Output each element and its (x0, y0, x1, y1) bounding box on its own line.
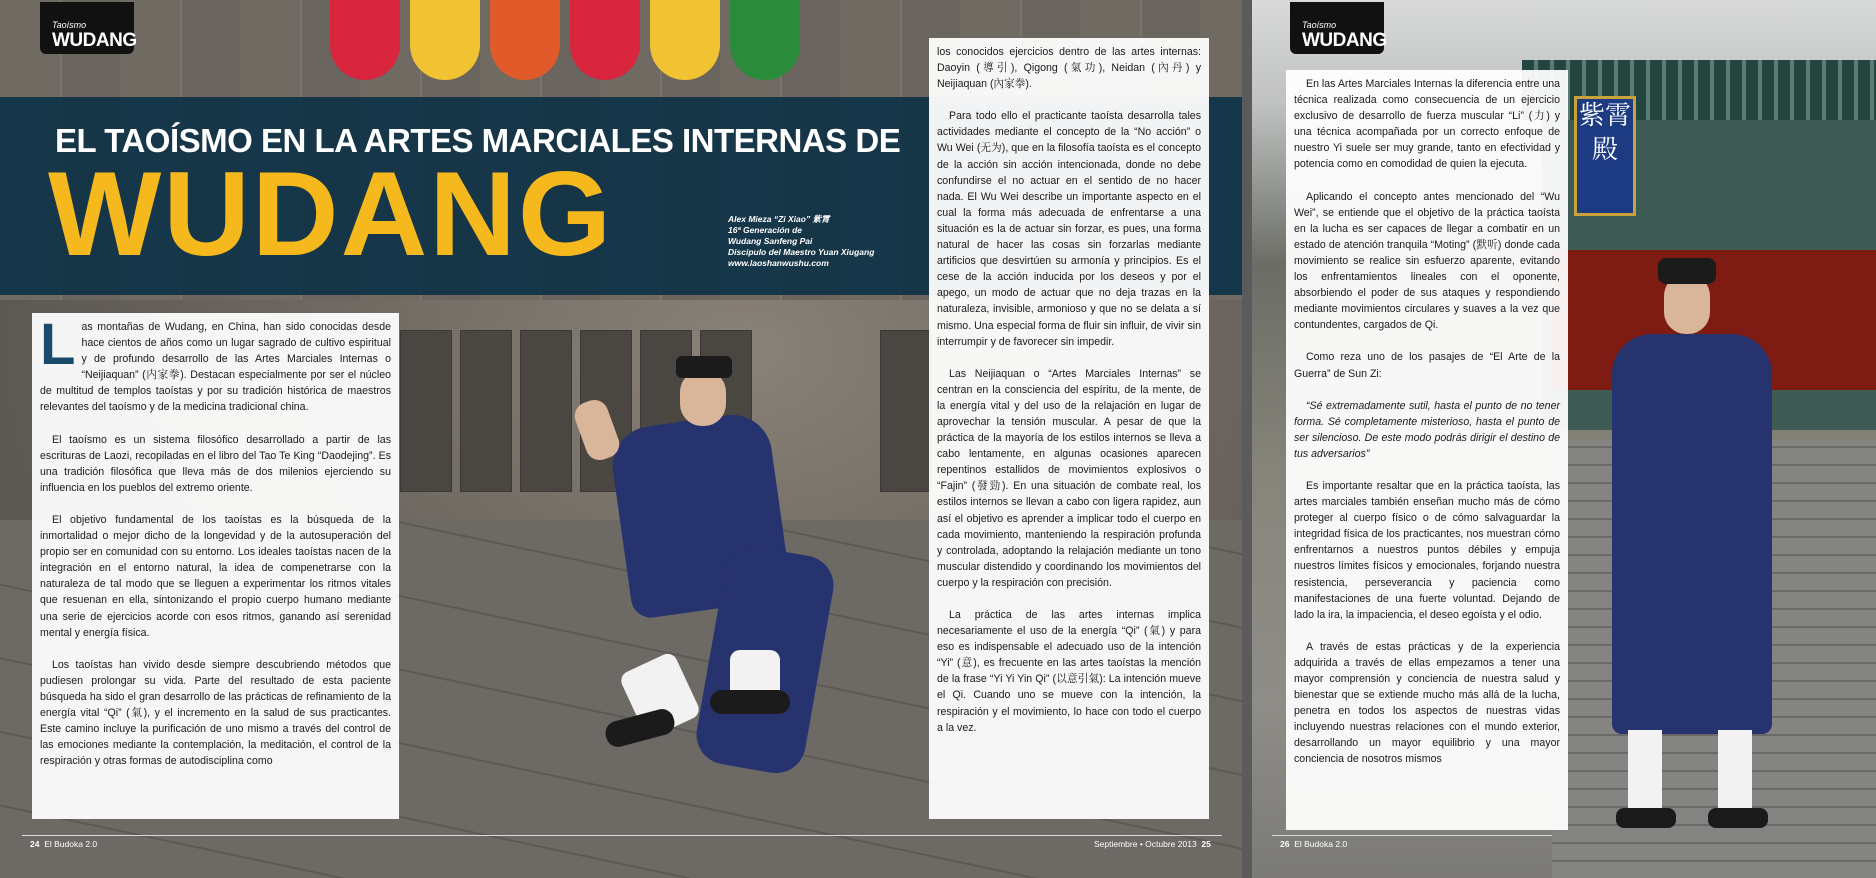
festive-flags (330, 0, 930, 100)
credit-website: www.laoshanwushu.com (728, 258, 829, 268)
credit-generation: 16ª Generación de (728, 225, 803, 235)
page-26 (1252, 0, 1876, 878)
text-column-2 (929, 38, 1209, 819)
paragraph: Para todo ello el practicante taoísta desarrolla tales actividades mediante el concepto de la “No acción” o Wu Wei (无为), que en la filosofía taoísta es el concepto de la acción sin acción intencionada, donde no debe confundirse el no actuar en el sentido de no hacer nada. El Wu Wei describe un importante aspecto en el cual la forma más adecuada de enfrentarse a una situación es la de actuar sin forzar, es pues, una forma natural de hacer las cosas sin forzarlas mediante artificios que desvirtúen su armonía y principios. Es el cese de la acción inducida por los deseos y por el apego, un modo de actuar que no deja trazas en la naturaleza, invisible, armonioso y que no se delata a sí mismo. Una especial forma de fluir sin influir, de vivir sin interrumpir y de favorecer sin impedir. (937, 110, 1201, 348)
paragraph: Los taoístas han vivido desde siempre descubriendo métodos que pudiesen prolongar su vida. Parte del resultado de esta paciente búsqueda ha sido el gran desarrollo de las prácticas de refinamiento de la energía vital “Qi” (氣), y el incremento en la salud de sus practicantes. Este camino incluye la purificación de uno mismo a través del control de las emociones mediante la contemplación, la meditación, el control de la respiración y otras formas de autodisciplina como (40, 658, 391, 768)
page-number: 25 (1201, 839, 1211, 849)
stone-stele (400, 330, 452, 492)
logo-brand: WUDANG (1302, 30, 1387, 51)
logo-section: Taoísmo (52, 20, 87, 30)
drop-cap: L (40, 312, 76, 377)
magazine-name: El Budoka 2.0 (44, 839, 98, 849)
paragraph: Las Neijiaquan o “Artes Marciales Internas” se centran en la consciencia del espíritu, de la mente, de la energía vital y del uso de la relajación en lugar de aprovechar la tensión muscular. A pesar de que la práctica de la mayoría de los estilos internos se lleva a cabo lentamente, en algunas ocasiones aparecen repentinos estallidos de movimientos explosivos o “Fajin” (發勁). En una situación de combate real, los estilos internos se llevan a cabo con ligera rapidez, aun así el objetivo es aprender a implicar todo el cuerpo en cada movimiento, manteniendo la respiración profunda y controlada, adoptando la relajación mediante un tono muscular distendido y coordinando los movimientos del cuerpo y la respiración con precisión. (937, 367, 1201, 589)
paragraph: La práctica de las artes internas implica necesariamente el uso de la energía “Qi” (氣) y para eso es indispensable el adecuado uso de la intención “Yi” (意), es frecuente en las artes taoístas la mención de la frase “Yi Yi Yin Qi” (以意引氣): La intención mueve el Qi. Cuando uno se mueve con la intención, la respiración y el movimiento, lo hace con todo el cuerpo a la vez. (937, 609, 1201, 734)
page-number: 24 (30, 839, 40, 849)
section-logo (40, 2, 137, 54)
section-logo (1290, 2, 1387, 54)
credit-disciple: Discipulo del Maestro Yuan Xiugang (728, 247, 875, 257)
paragraph: Es importante resaltar que en la práctica taoísta, las artes marciales también enseñan mucho más de cómo proteger al cuerpo físico o de cómo salvaguardar la integridad física de los practicantes, nos muestran cómo enfrentarnos a nuestros puntos débiles y empuja nuestros límites físicos y emocionales, forjando nuestra resistencia, perseverancia y paciencia como manifestaciones de una fuerte voluntad. Dejando de lado la ira, la impaciencia, el deseo egoísta y el odio. (1294, 479, 1560, 621)
author-credit (728, 214, 874, 269)
credit-school: Wudang Sanfeng Pai (728, 236, 813, 246)
headline-title: WUDANG (48, 147, 614, 281)
logo-section: Taoísmo (1302, 20, 1337, 30)
footer-right (1094, 839, 1211, 849)
headline-kicker: EL TAOÍSMO EN LA ARTES MARCIALES INTERNAS DE (55, 122, 901, 159)
paragraph: A través de estas prácticas y de la experiencia adquirida a través de ellas empezamos a tener una mayor comprensión y conciencia de nuestra salud y bienestar que se extiende mucho más allá de la lucha, penetra en todos los aspectos de nuestras vidas incluyendo nuestras relaciones con el mundo exterior, desarrollando un mayor equilibrio y una mayor conciencia de nosotros mismos (1294, 640, 1560, 766)
issue-date: Septiembre • Octubre 2013 (1094, 839, 1197, 849)
paragraph: Como reza uno de los pasajes de “El Arte de la Guerra” de Sun Zi: (1294, 351, 1560, 380)
page-number: 26 (1280, 839, 1290, 849)
footer-left (30, 839, 97, 849)
paragraph: Aplicando el concepto antes mencionado del “Wu Wei”, se entiende que el objetivo de la práctica taoísta en la lucha es ser capaces de llegar a combatir en un estado de atención tranquila “Moting” (默听) donde cada movimiento se realice sin esfuerzo aparente, evitando los enfrentamientos lineales con el oponente, absorbiendo el poder de sus ataques y respondiendo mediante movimientos circulares y suaves a la vez que contundentes, cargados de Qi. (1294, 190, 1560, 332)
footer-page26 (1280, 839, 1347, 849)
logo-brand: WUDANG (52, 30, 137, 51)
standing-monk-photo (1592, 250, 1792, 840)
martial-artist-photo (560, 350, 880, 770)
paragraph: El objetivo fundamental de los taoístas es la búsqueda de la inmortalidad o mejor dicho de la longevidad y de la autosuperación del propio ser en comunidad con su entorno. Los ideales taoístas nacen de la integración en el entorno natural, la idea de compenetrarse con la naturaleza de tal modo que se lleguen a experimentar los ritmos vitales que resuenan en ella, sintonizando el propio cuerpo humano mediante una serie de ejercicios acorde con esos ritmos, ganando así serenidad mental y energía física. (40, 513, 391, 639)
footer-rule (1272, 835, 1552, 836)
stone-stele (880, 330, 932, 492)
paragraph: En las Artes Marciales Internas la diferencia entre una técnica realizada como consecuencia de un ejercicio exclusivo de desarrollo de fuerza muscular “Li” (力) y una técnica acompañada por un correcto enfoque de nuestro Yi suele ser muy grande, tanto en efectividad y potencia como en comodidad de quien la ejecuta. (1294, 78, 1560, 171)
footer-rule (22, 835, 1222, 836)
paragraph: los conocidos ejercicios dentro de las artes internas: Daoyin (導引), Qigong (氣功), Neidan (內丹) y Neijiaquan (內家拳). (937, 46, 1201, 91)
paragraph: Las montañas de Wudang, en China, han sido conocidas desde hace cientos de años como un lugar sagrado de cultivo espiritual y de profundo desarrollo de las Artes Marciales Internas o “Neijiaquan” (内家拳). Destacan especialmente por ser el núcleo de multitud de templos taoístas y por su tradición histórica de maestros relevantes del taoísmo y de la medicina tradicional china. (40, 312, 391, 414)
text-column-1 (32, 313, 399, 819)
quote-paragraph: “Sé extremadamente sutil, hasta el punto de no tener forma. Sé completamente misterioso, hasta el punto de ser silencioso. De este modo podrás dirigir el destino de tus adversarios” (1294, 399, 1560, 460)
paragraph: El taoísmo es un sistema filosófico desarrollado a partir de las escrituras de Laozi, recopiladas en el libro del Tao Te King “Daodejing”. Es una tradición filosófica que lleva más de dos milenios ejerciendo su influencia en los pueblos del extremo oriente. (40, 433, 391, 494)
credit-author: Alex Mieza “Zi Xiao” 紫霄 (728, 214, 830, 224)
text-column-3 (1286, 70, 1568, 830)
stone-stele (460, 330, 512, 492)
temple-plaque: 紫霄殿 (1574, 96, 1636, 216)
magazine-name: El Budoka 2.0 (1294, 839, 1348, 849)
